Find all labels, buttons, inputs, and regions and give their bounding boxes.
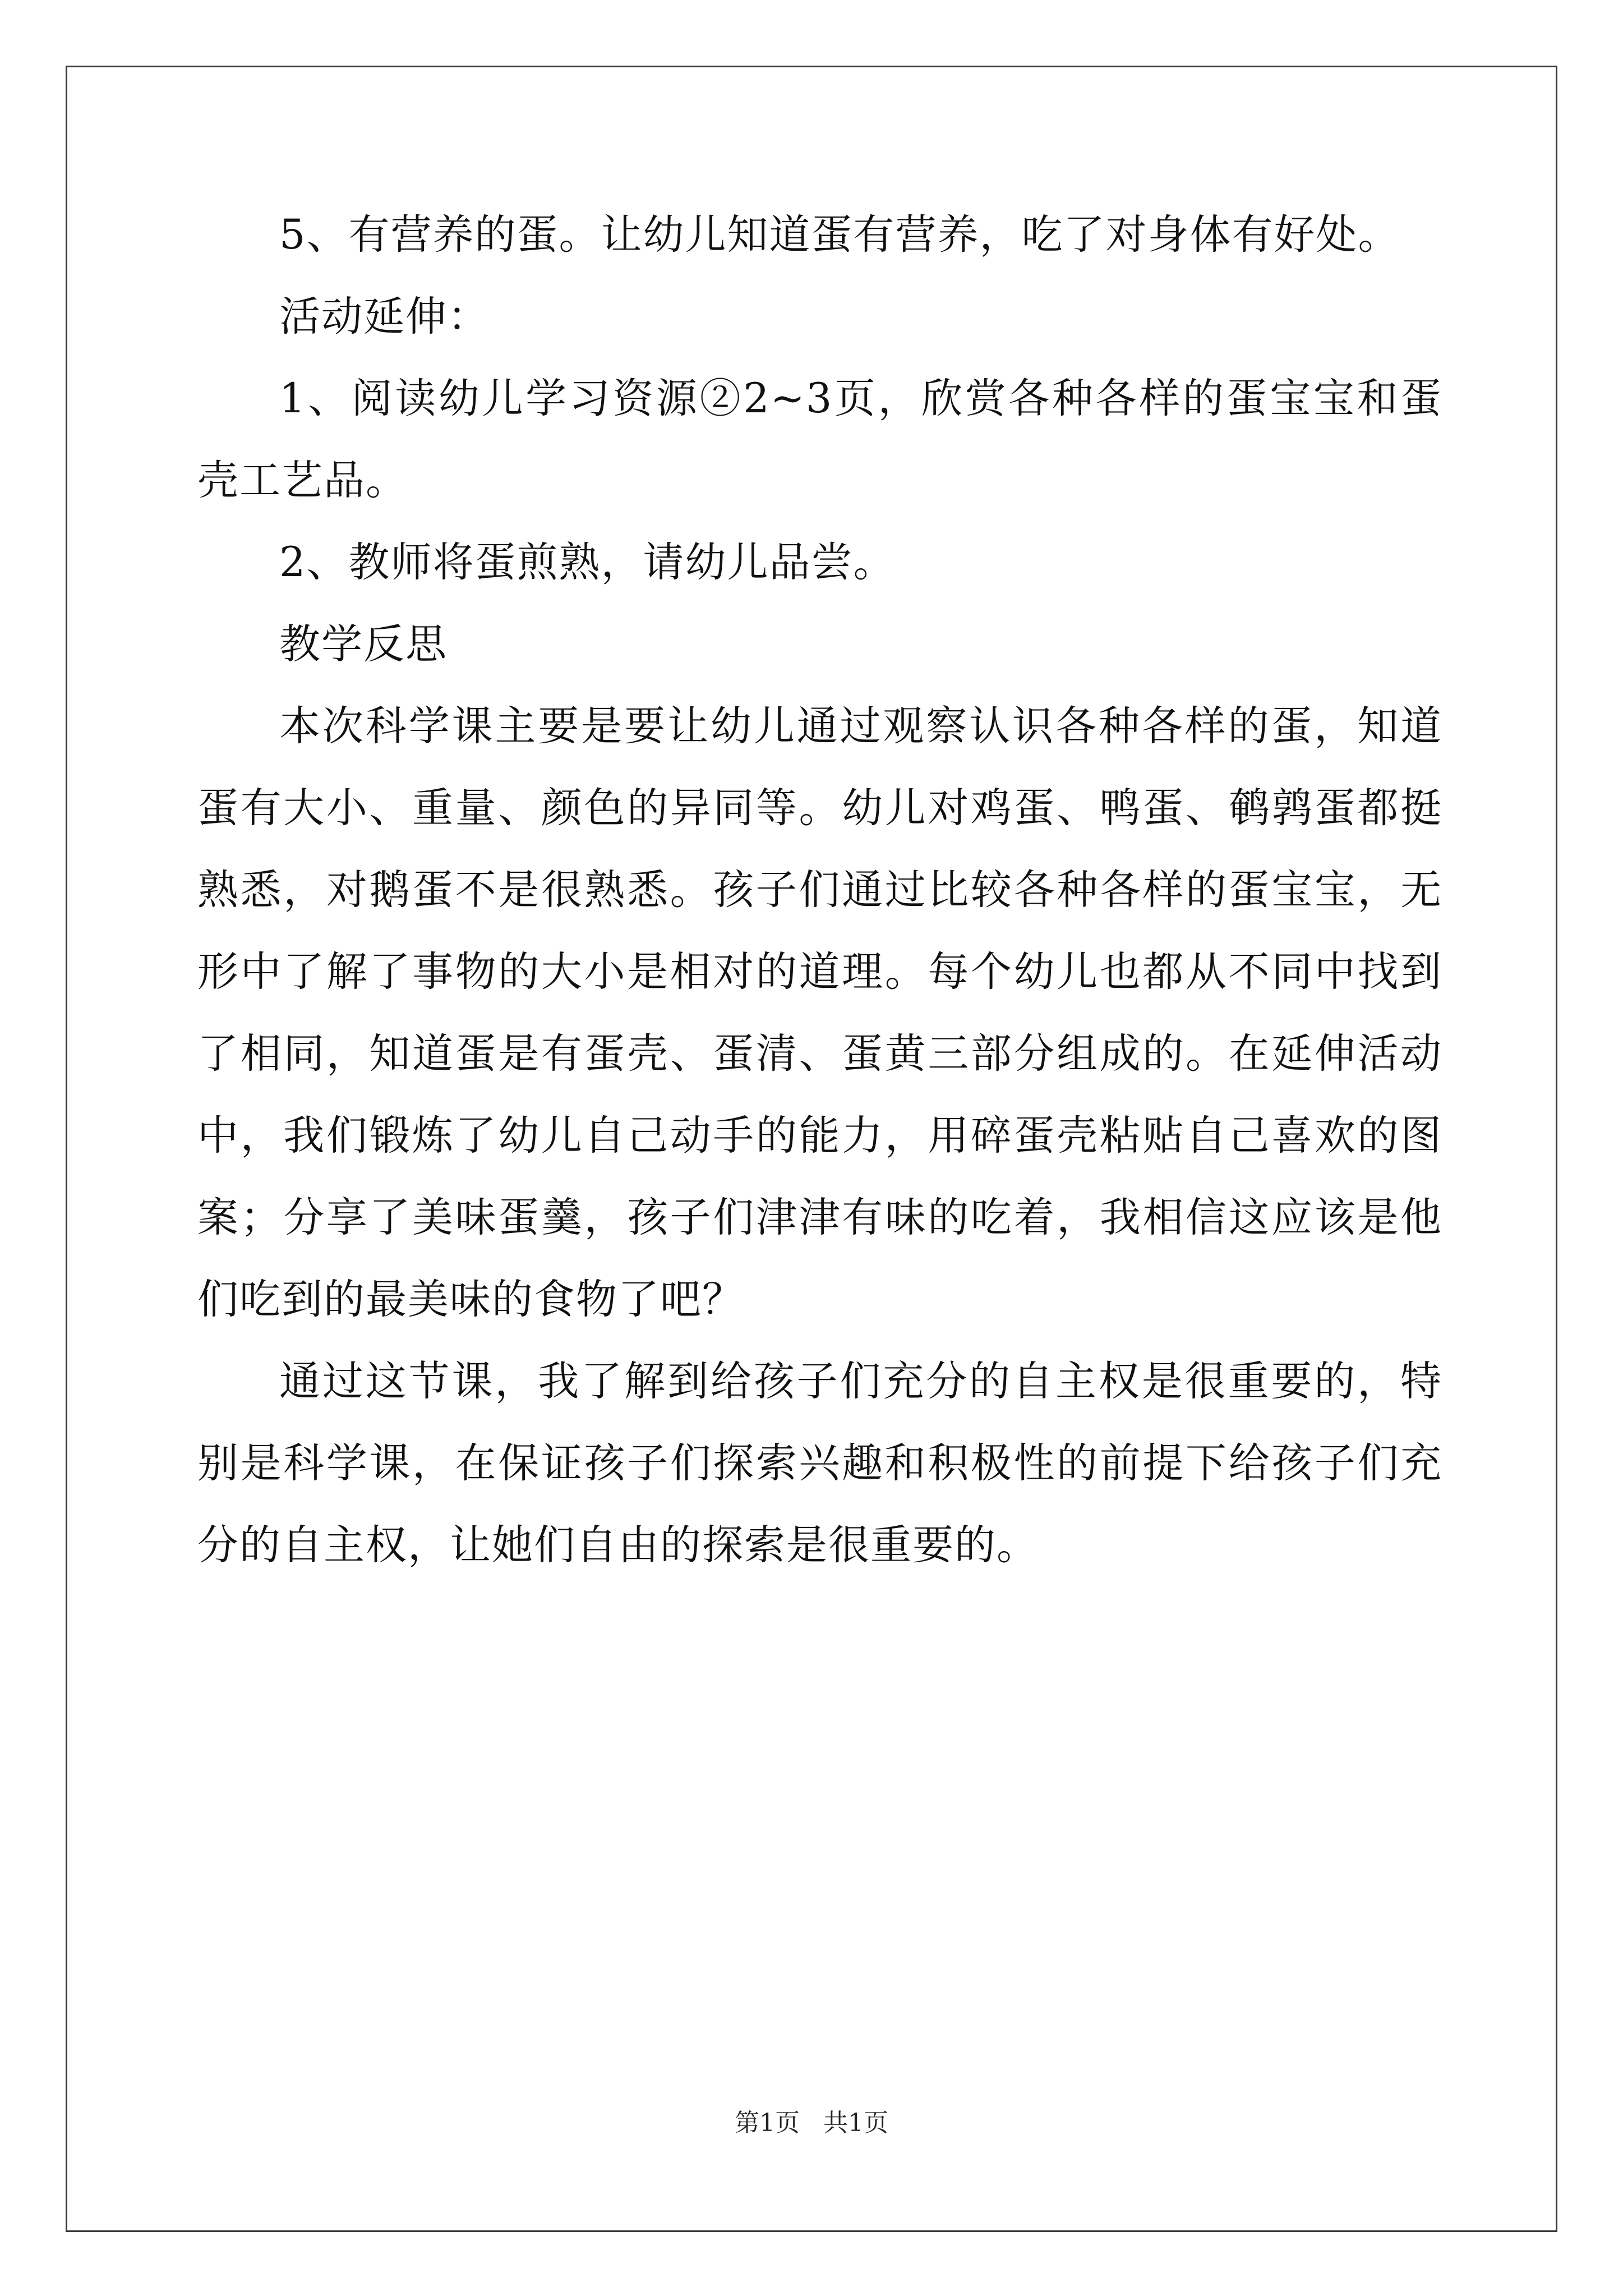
paragraph-nutrition: 5、有营养的蛋。让幼儿知道蛋有营养，吃了对身体有好处。 bbox=[279, 211, 1400, 259]
heading-teaching-reflection: 教学反思 bbox=[279, 620, 448, 668]
heading-activity-extension: 活动延伸： bbox=[279, 293, 490, 341]
paragraph-reflection-1: 本次科学课主要是要让幼儿通过观察认识各种各样的蛋，知道蛋有大小、重量、颜色的异同等。幼儿对鸡蛋、鸭蛋、鹌鹑蛋都挺熟悉，对鹅蛋不是很熟悉。孩子们通过比较各种各样的蛋宝宝，无形中了解了事物的大小是相对的道理。每个幼儿也都从不同中找到了相同，知道蛋是有蛋壳、蛋清、蛋黄三部分组成的。在延伸活动中，我们锻炼了幼儿自己动手的能力，用碎蛋壳粘贴自己喜欢的图案；分享了美味蛋羹，孩子们津津有味的吃着，我相信这应该是他们吃到的最美味的食物了吧？ bbox=[197, 702, 1442, 1323]
paragraph-reading: 1、阅读幼儿学习资源②2~3页，欣赏各种各样的蛋宝宝和蛋壳工艺品。 bbox=[197, 375, 1442, 504]
page-footer: 第1页 共1页 bbox=[735, 2109, 888, 2137]
paragraph-tasting: 2、教师将蛋煎熟，请幼儿品尝。 bbox=[279, 539, 896, 586]
document-body bbox=[197, 194, 1442, 1586]
paragraph-reflection-2: 通过这节课，我了解到给孩子们充分的自主权是很重要的，特别是科学课，在保证孩子们探索兴趣和积极性的前提下给孩子们充分的自主权，让她们自由的探索是很重要的。 bbox=[197, 1358, 1442, 1569]
